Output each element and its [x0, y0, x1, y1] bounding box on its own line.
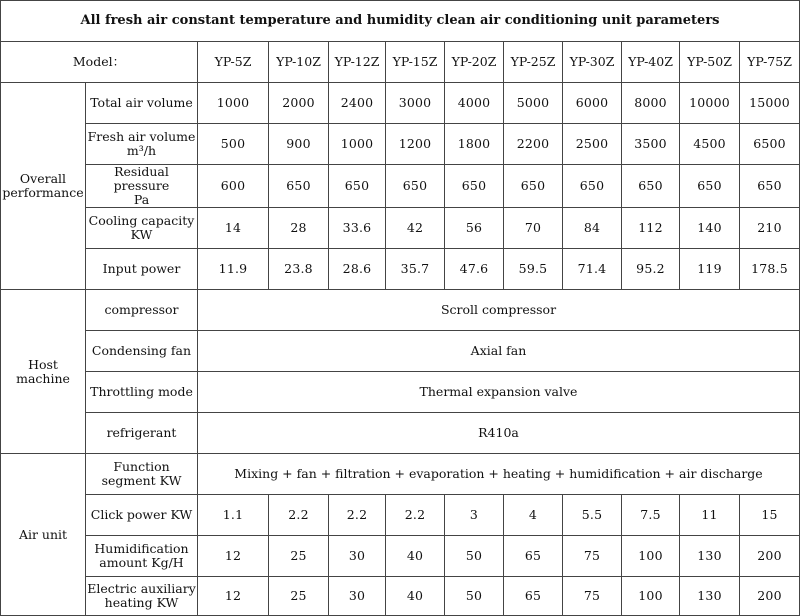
model-name-cell: YP-5Z: [198, 42, 269, 83]
data-row: [1, 249, 800, 290]
value-cell: 119: [680, 249, 740, 290]
model-name-cell: YP-75Z: [740, 42, 800, 83]
value-cell: 28.6: [329, 249, 386, 290]
value-cell: 600: [198, 165, 269, 208]
param-label-line: Cooling capacity: [88, 213, 195, 228]
data-row: [1, 495, 800, 536]
value-cell: 650: [622, 165, 680, 208]
value-cell: 650: [445, 165, 504, 208]
model-name-cell: YP-15Z: [386, 42, 445, 83]
value-cell: 95.2: [622, 249, 680, 290]
value-cell: 30: [329, 536, 386, 577]
model-name-cell: YP-40Z: [622, 42, 680, 83]
param-label-line: amount Kg/H: [99, 555, 184, 570]
value-cell: 650: [329, 165, 386, 208]
value-cell: 200: [740, 577, 800, 616]
value-cell: 6500: [740, 124, 800, 165]
value-cell: 650: [740, 165, 800, 208]
value-cell: 6000: [563, 83, 622, 124]
value-cell: 7.5: [622, 495, 680, 536]
data-row: [1, 208, 800, 249]
shared-value-cell: Mixing + fan + filtration + evaporation + heating + humidification + air discharge: [198, 454, 800, 495]
value-cell: 130: [680, 577, 740, 616]
value-cell: 75: [563, 536, 622, 577]
group-label-host: [1, 290, 86, 454]
value-cell: 1000: [198, 83, 269, 124]
value-cell: 500: [198, 124, 269, 165]
model-name-cell: YP-25Z: [504, 42, 563, 83]
value-cell: 50: [445, 577, 504, 616]
title-row: [1, 1, 800, 42]
value-cell: 3000: [386, 83, 445, 124]
value-cell: 11: [680, 495, 740, 536]
value-cell: 3: [445, 495, 504, 536]
value-cell: 1800: [445, 124, 504, 165]
value-cell: 1.1: [198, 495, 269, 536]
value-cell: 3500: [622, 124, 680, 165]
data-row: [1, 83, 800, 124]
data-row: [1, 124, 800, 165]
value-cell: 5000: [504, 83, 563, 124]
param-label-line: Electric auxiliary: [87, 581, 196, 596]
value-cell: 2.2: [329, 495, 386, 536]
data-row: [1, 536, 800, 577]
value-cell: 210: [740, 208, 800, 249]
host-row: [1, 290, 800, 331]
value-cell: 900: [269, 124, 329, 165]
value-cell: 200: [740, 536, 800, 577]
param-label-line: KW: [130, 227, 153, 242]
value-cell: 10000: [680, 83, 740, 124]
param-label-line: Humidification: [94, 541, 189, 556]
value-cell: 50: [445, 536, 504, 577]
value-cell: 2000: [269, 83, 329, 124]
value-cell: 30: [329, 577, 386, 616]
value-cell: 4000: [445, 83, 504, 124]
value-cell: 650: [504, 165, 563, 208]
value-cell: 25: [269, 577, 329, 616]
value-cell: 35.7: [386, 249, 445, 290]
value-cell: 8000: [622, 83, 680, 124]
param-label: [86, 454, 198, 495]
value-cell: 11.9: [198, 249, 269, 290]
value-cell: 140: [680, 208, 740, 249]
value-cell: 1000: [329, 124, 386, 165]
value-cell: 650: [563, 165, 622, 208]
value-cell: 650: [680, 165, 740, 208]
value-cell: 42: [386, 208, 445, 249]
value-cell: 12: [198, 577, 269, 616]
param-label: [86, 124, 198, 165]
model-label: Model：: [1, 42, 198, 83]
value-cell: 4: [504, 495, 563, 536]
param-label-line: Input power: [102, 261, 181, 276]
model-name-cell: YP-10Z: [269, 42, 329, 83]
value-cell: 25: [269, 536, 329, 577]
value-cell: 65: [504, 536, 563, 577]
param-label-line: Fresh air volume: [87, 129, 196, 144]
value-cell: 40: [386, 577, 445, 616]
value-cell: 5.5: [563, 495, 622, 536]
param-label: [86, 536, 198, 577]
model-name-cell: YP-12Z: [329, 42, 386, 83]
param-label: refrigerant: [86, 413, 198, 454]
value-cell: 65: [504, 577, 563, 616]
value-cell: 15: [740, 495, 800, 536]
value-cell: 33.6: [329, 208, 386, 249]
group-label-overall: [1, 83, 86, 290]
value-cell: 15000: [740, 83, 800, 124]
value-cell: 650: [386, 165, 445, 208]
param-label: [86, 83, 198, 124]
value-cell: 100: [622, 536, 680, 577]
value-cell: 130: [680, 536, 740, 577]
value-cell: 75: [563, 577, 622, 616]
value-cell: 71.4: [563, 249, 622, 290]
shared-value-cell: Axial fan: [198, 331, 800, 372]
function-row: [1, 454, 800, 495]
table-title: All fresh air constant temperature and humidity clean air conditioning unit parameters: [1, 1, 800, 42]
param-label-line: Click power KW: [90, 507, 193, 522]
value-cell: 100: [622, 577, 680, 616]
data-row: [1, 165, 800, 208]
value-cell: 2.2: [386, 495, 445, 536]
value-cell: 4500: [680, 124, 740, 165]
value-cell: 2400: [329, 83, 386, 124]
value-cell: 650: [269, 165, 329, 208]
group-label-host-line: Host: [28, 356, 58, 372]
model-row: [1, 42, 800, 83]
value-cell: 28: [269, 208, 329, 249]
value-cell: 40: [386, 536, 445, 577]
host-row: [1, 331, 800, 372]
group-label-air-unit: Air unit: [1, 454, 86, 616]
param-label: [86, 495, 198, 536]
value-cell: 23.8: [269, 249, 329, 290]
group-label-overall-line: Overall: [19, 171, 67, 186]
param-label-line: heating KW: [104, 595, 179, 610]
param-label: [86, 165, 198, 208]
value-cell: 112: [622, 208, 680, 249]
param-label-line: Function: [113, 459, 170, 474]
value-cell: 70: [504, 208, 563, 249]
value-cell: 2500: [563, 124, 622, 165]
param-label: [86, 249, 198, 290]
value-cell: 12: [198, 536, 269, 577]
host-row: [1, 372, 800, 413]
param-label: [86, 577, 198, 616]
param-label-line: segment KW: [101, 473, 182, 488]
shared-value-cell: Scroll compressor: [198, 290, 800, 331]
group-label-host-line: machine: [16, 370, 70, 386]
model-name-cell: YP-50Z: [680, 42, 740, 83]
value-cell: 14: [198, 208, 269, 249]
param-label: Throttling mode: [86, 372, 198, 413]
shared-value-cell: R410a: [198, 413, 800, 454]
param-label: Condensing fan: [86, 331, 198, 372]
value-cell: 2.2: [269, 495, 329, 536]
model-name-cell: YP-30Z: [563, 42, 622, 83]
value-cell: 59.5: [504, 249, 563, 290]
param-label-line: Pa: [133, 192, 150, 207]
value-cell: 1200: [386, 124, 445, 165]
group-label-overall-line: performance: [2, 185, 84, 200]
param-label-line: Residual pressure: [113, 164, 170, 193]
param-label-line: m³/h: [126, 143, 157, 158]
value-cell: 56: [445, 208, 504, 249]
host-row: [1, 413, 800, 454]
model-name-cell: YP-20Z: [445, 42, 504, 83]
param-label-line: Total air volume: [90, 95, 193, 110]
data-row: [1, 577, 800, 616]
shared-value-cell: Thermal expansion valve: [198, 372, 800, 413]
value-cell: 178.5: [740, 249, 800, 290]
value-cell: 84: [563, 208, 622, 249]
param-label: [86, 208, 198, 249]
value-cell: 47.6: [445, 249, 504, 290]
param-label: compressor: [86, 290, 198, 331]
value-cell: 2200: [504, 124, 563, 165]
